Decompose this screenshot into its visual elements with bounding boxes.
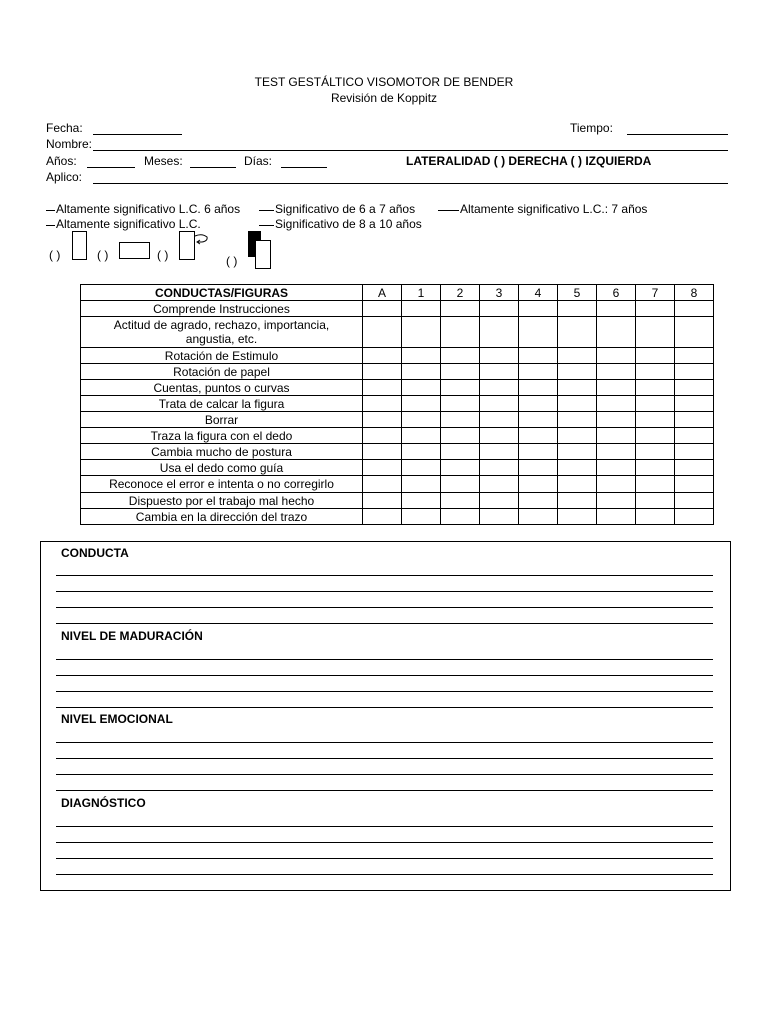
anos-field[interactable] [87,167,135,168]
table-cell[interactable] [558,380,597,396]
table-cell[interactable] [675,317,714,348]
table-cell[interactable] [441,476,480,493]
table-cell[interactable] [597,428,636,444]
table-cell[interactable] [597,476,636,493]
table-header-label: CONDUCTAS/FIGURAS [81,285,363,301]
table-cell[interactable] [441,301,480,317]
table-cell[interactable] [636,317,675,348]
section-title-conducta: CONDUCTA [61,546,129,560]
lateralidad-label[interactable]: LATERALIDAD ( ) DERECHA ( ) IZQUIERDA [406,154,652,168]
table-cell[interactable] [636,460,675,476]
table-cell[interactable] [519,493,558,509]
writing-line[interactable] [56,774,713,775]
dias-label: Días: [244,154,273,168]
triple-tick-icon [438,206,459,214]
writing-line[interactable] [56,874,713,875]
dias-field[interactable] [281,167,327,168]
figure-option-3[interactable]: ( ) [157,248,169,262]
writing-line[interactable] [56,707,713,708]
table-cell[interactable] [363,364,402,380]
table-cell[interactable] [675,301,714,317]
table-cell[interactable] [363,412,402,428]
writing-line[interactable] [56,675,713,676]
table-cell[interactable] [363,301,402,317]
table-cell[interactable] [480,460,519,476]
table-cell[interactable] [519,476,558,493]
section-title-emocional: NIVEL EMOCIONAL [61,712,173,726]
table-cell[interactable] [597,444,636,460]
table-cell[interactable] [363,380,402,396]
writing-line[interactable] [56,758,713,759]
row-label: Dispuesto por el trabajo mal hecho [81,493,363,509]
table-cell[interactable] [597,460,636,476]
table-cell[interactable] [402,476,441,493]
column-header: 8 [675,285,714,301]
table-cell[interactable] [363,428,402,444]
table-cell[interactable] [363,396,402,412]
table-cell[interactable] [636,476,675,493]
table-cell[interactable] [441,428,480,444]
table-cell[interactable] [675,509,714,525]
overlapping-rectangle-figure [255,240,271,269]
double-tick-icon [259,206,274,214]
tall-rectangle-figure [72,231,87,260]
table-cell[interactable] [441,380,480,396]
table-cell[interactable] [480,444,519,460]
document-subtitle: Revisión de Koppitz [330,91,438,105]
table-cell[interactable] [363,444,402,460]
table-cell[interactable] [636,509,675,525]
single-tick-icon [46,206,55,214]
table-cell[interactable] [402,428,441,444]
table-cell[interactable] [558,317,597,348]
table-cell[interactable] [402,460,441,476]
row-label: Cuentas, puntos o curvas [81,380,363,396]
aplico-label: Aplico: [46,170,83,184]
meses-label: Meses: [144,154,183,168]
row-label: Borrar [81,412,363,428]
table-cell[interactable] [558,412,597,428]
table-cell[interactable] [519,348,558,364]
table-cell[interactable] [441,317,480,348]
table-cell[interactable] [636,301,675,317]
table-cell[interactable] [597,348,636,364]
conducts-table [80,284,714,525]
table-cell[interactable] [558,348,597,364]
tiempo-field[interactable] [627,134,728,135]
table-row [81,509,714,525]
table-cell[interactable] [558,444,597,460]
tiempo-label: Tiempo: [570,121,613,135]
table-cell[interactable] [402,380,441,396]
table-row [81,493,714,509]
table-cell[interactable] [519,380,558,396]
column-header: 7 [636,285,675,301]
row-label: Trata de calcar la figura [81,396,363,412]
anos-label: Años: [46,154,77,168]
writing-line[interactable] [56,742,713,743]
section-title-maduracion: NIVEL DE MADURACIÓN [61,629,203,643]
row-label: Cambia mucho de postura [81,444,363,460]
table-cell[interactable] [636,493,675,509]
table-cell[interactable] [363,460,402,476]
table-cell[interactable] [519,301,558,317]
table-row [81,380,714,396]
table-cell[interactable] [519,428,558,444]
table-cell[interactable] [519,460,558,476]
table-cell[interactable] [558,428,597,444]
table-cell[interactable] [558,364,597,380]
column-header: A [363,285,402,301]
table-row [81,317,714,348]
table-cell[interactable] [675,412,714,428]
writing-line[interactable] [56,623,713,624]
table-cell[interactable] [363,476,402,493]
table-cell[interactable] [441,396,480,412]
table-cell[interactable] [636,412,675,428]
column-header: 4 [519,285,558,301]
double-tick-icon [259,221,274,229]
column-header: 5 [558,285,597,301]
table-cell[interactable] [519,396,558,412]
table-cell[interactable] [402,317,441,348]
table-cell[interactable] [558,476,597,493]
table-cell[interactable] [519,317,558,348]
table-cell[interactable] [597,493,636,509]
row-label: Usa el dedo como guía [81,460,363,476]
table-cell[interactable] [441,493,480,509]
table-cell[interactable] [480,412,519,428]
table-cell[interactable] [441,412,480,428]
row-label: Cambia en la dirección del trazo [81,509,363,525]
table-cell[interactable] [675,428,714,444]
table-row [81,396,714,412]
column-header: 1 [402,285,441,301]
figure-option-2[interactable]: ( ) [97,248,109,262]
writing-line[interactable] [56,842,713,843]
table-cell[interactable] [675,348,714,364]
table-cell[interactable] [441,460,480,476]
table-cell[interactable] [363,493,402,509]
writing-line[interactable] [56,607,713,608]
row-label: Actitud de agrado, rechazo, importancia, angustia, etc. [81,317,363,348]
table-cell[interactable] [675,460,714,476]
table-row [81,428,714,444]
document-title: TEST GESTÁLTICO VISOMOTOR DE BENDER [254,75,514,89]
table-cell[interactable] [636,396,675,412]
writing-line[interactable] [56,858,713,859]
row-label: Rotación de Estimulo [81,348,363,364]
table-header-row [81,285,714,301]
table-cell[interactable] [480,317,519,348]
aplico-field[interactable] [93,183,728,184]
table-cell[interactable] [636,348,675,364]
table-cell[interactable] [597,301,636,317]
table-cell[interactable] [636,364,675,380]
table-cell[interactable] [363,317,402,348]
table-cell[interactable] [597,396,636,412]
table-cell[interactable] [441,444,480,460]
row-label: Comprende Instrucciones [81,301,363,317]
table-cell[interactable] [558,509,597,525]
table-cell[interactable] [558,396,597,412]
legend-item-3: Altamente significativo L.C.: 7 años [438,202,647,216]
writing-line[interactable] [56,691,713,692]
table-row [81,348,714,364]
table-cell[interactable] [636,444,675,460]
table-cell[interactable] [558,460,597,476]
meses-field[interactable] [190,167,236,168]
table-cell[interactable] [441,364,480,380]
table-cell[interactable] [636,428,675,444]
single-tick-icon [46,221,55,229]
writing-line[interactable] [56,575,713,576]
writing-line[interactable] [56,659,713,660]
legend-item-1: Altamente significativo L.C. 6 años [46,202,240,216]
table-row [81,460,714,476]
table-cell[interactable] [675,444,714,460]
legend-item-4: Altamente significativo L.C. [46,217,201,231]
table-cell[interactable] [597,380,636,396]
column-header: 6 [597,285,636,301]
table-cell[interactable] [402,493,441,509]
table-cell[interactable] [402,348,441,364]
table-cell[interactable] [519,364,558,380]
table-cell[interactable] [597,509,636,525]
fecha-label: Fecha: [46,121,83,135]
section-title-diagnostico: DIAGNÓSTICO [61,796,146,810]
column-header: 3 [480,285,519,301]
table-cell[interactable] [519,509,558,525]
writing-line[interactable] [56,591,713,592]
table-cell[interactable] [363,509,402,525]
table-cell[interactable] [675,493,714,509]
table-cell[interactable] [480,396,519,412]
table-cell[interactable] [441,509,480,525]
table-cell[interactable] [558,493,597,509]
fecha-field[interactable] [93,134,182,135]
figure-option-4[interactable]: ( ) [226,254,238,268]
table-cell[interactable] [675,476,714,493]
table-cell[interactable] [480,493,519,509]
nombre-field[interactable] [93,150,728,151]
legend-item-5: Significativo de 8 a 10 años [259,217,422,231]
table-cell[interactable] [480,348,519,364]
row-label: Rotación de papel [81,364,363,380]
rectangle-with-arrow-figure [179,231,195,260]
table-row [81,301,714,317]
table-cell[interactable] [675,364,714,380]
figure-option-1[interactable]: ( ) [49,248,61,262]
table-row [81,364,714,380]
table-cell[interactable] [402,396,441,412]
table-cell[interactable] [402,301,441,317]
table-cell[interactable] [597,317,636,348]
table-row [81,476,714,493]
table-cell[interactable] [558,301,597,317]
nombre-label: Nombre: [46,137,93,151]
row-label: Reconoce el error e intenta o no corregirlo [81,476,363,493]
table-row [81,444,714,460]
table-cell[interactable] [675,380,714,396]
table-cell[interactable] [441,348,480,364]
table-row [81,412,714,428]
table-cell[interactable] [402,509,441,525]
table-cell[interactable] [402,364,441,380]
table-cell[interactable] [480,428,519,444]
table-cell[interactable] [636,380,675,396]
table-cell[interactable] [402,444,441,460]
table-cell[interactable] [597,364,636,380]
row-label: Traza la figura con el dedo [81,428,363,444]
table-cell[interactable] [519,412,558,428]
column-header: 2 [441,285,480,301]
table-cell[interactable] [480,509,519,525]
table-cell[interactable] [480,364,519,380]
curved-arrow-icon [194,233,210,245]
legend-item-2: Significativo de 6 a 7 años [259,202,415,216]
table-cell[interactable] [675,396,714,412]
table-cell[interactable] [363,348,402,364]
table-cell[interactable] [519,444,558,460]
table-cell[interactable] [480,380,519,396]
table-cell[interactable] [402,412,441,428]
writing-line[interactable] [56,790,713,791]
table-cell[interactable] [597,412,636,428]
writing-line[interactable] [56,826,713,827]
wide-rectangle-figure [119,242,150,259]
table-cell[interactable] [480,301,519,317]
table-cell[interactable] [480,476,519,493]
